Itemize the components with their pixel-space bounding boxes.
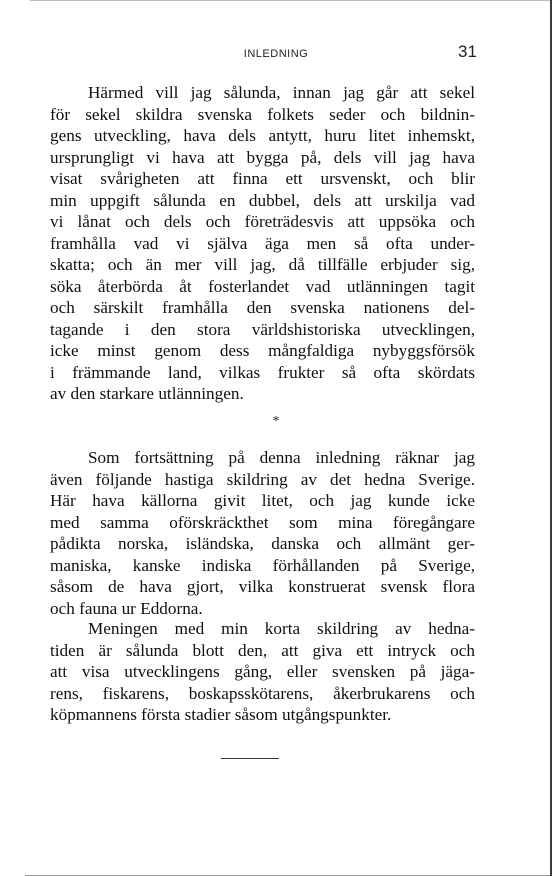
end-rule xyxy=(221,758,279,759)
text-line: ursprungligt vi hava att bygga på, dels vill jag hava xyxy=(50,147,475,167)
text-line: Som fortsättning på denna inledning räknar jag xyxy=(88,448,475,467)
text-line: rens, fiskarens, boskapsskötarens, åkerbrukarens och xyxy=(50,683,475,703)
page-number: 31 xyxy=(458,42,477,61)
text-line: framhålla vad vi själva äga men så ofta under- xyxy=(50,233,475,253)
text-line: pådikta norska, isländska, danska och allmänt ger- xyxy=(50,534,475,553)
text-line: icke minst genom dess mångfaldiga nybyggsförsök xyxy=(50,341,475,360)
text-line: såsom de hava gjort, vilka konstruerat svensk flora xyxy=(50,577,475,596)
running-head: INLEDNING xyxy=(243,48,309,60)
text-line: för sekel skildra svenska folkets seder och bildnin- xyxy=(50,104,475,124)
text-line: vi lånat och dels och företrädesvis att uppsöka och xyxy=(50,212,475,231)
text-line: i främmande land, vilkas frukter så ofta skördats xyxy=(50,362,475,382)
text-line: och fauna ur Eddorna. xyxy=(50,598,203,618)
text-line: och särskilt framhålla den svenska nationens del- xyxy=(50,298,475,317)
paragraph-2 xyxy=(50,447,475,619)
text-line: tagande i den stora världshistoriska utvecklingen, xyxy=(50,319,475,339)
section-asterism: * xyxy=(272,414,280,429)
page-top-edge xyxy=(30,0,550,1)
text-line: min uppgift sålunda en dubbel, dels att urskilja vad xyxy=(50,190,475,210)
text-line: även följande hastiga skildring av det hedna Sverige. xyxy=(50,469,475,489)
text-line: av den starkare utlänningen. xyxy=(50,384,244,403)
text-line: Här hava källorna givit litet, och jag kunde icke xyxy=(50,491,475,510)
text-line: skatta; och än mer vill jag, då tillfälle erbjuder sig, xyxy=(50,255,475,274)
text-line: köpmannens första stadier såsom utgångspunkter. xyxy=(50,705,392,724)
text-line: söka återbörda åt fosterlandet vad utlänningen tagit xyxy=(50,276,475,296)
paragraph-3 xyxy=(50,618,475,726)
text-line: tiden är sålunda blott den, att giva ett intryck och xyxy=(50,640,475,660)
text-line: med samma oförskräckthet som mina föregångare xyxy=(50,512,475,532)
text-line: Härmed vill jag sålunda, innan jag går att sekel xyxy=(88,83,475,102)
text-line: Meningen med min korta skildring av hedna- xyxy=(88,619,475,638)
text-line: maniska, kanske indiska förhållanden på Sverige, xyxy=(50,555,475,575)
text-line: visat svårigheten att finna ett ursvenskt, och blir xyxy=(50,169,475,188)
paragraph-1 xyxy=(50,82,475,405)
text-line: gens utveckling, hava dels antytt, huru litet inhemskt, xyxy=(50,126,475,145)
text-line: att visa utvecklingens gång, eller svensken på jäga- xyxy=(50,662,475,681)
